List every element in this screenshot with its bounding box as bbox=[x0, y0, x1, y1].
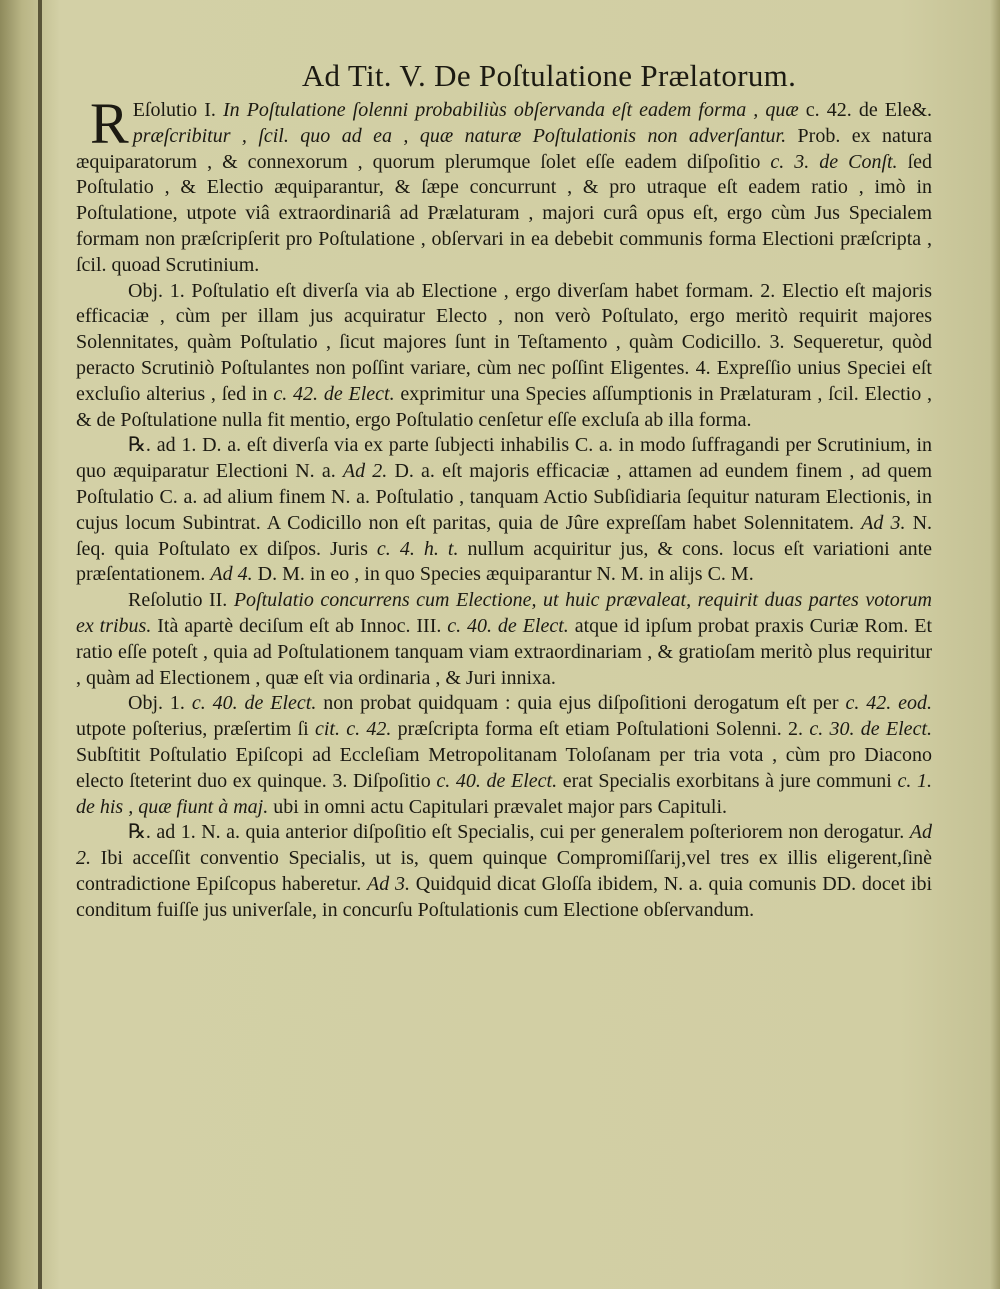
text-span: Quidquid dicat Gloſſa ibidem, N. a. quia comunis DD. docet ibi conditum fuiſſe jus univerſale, in concurſu Poſtulationis cum Electione obſervandum. bbox=[76, 872, 932, 921]
text-span: Obj. 1. bbox=[128, 692, 185, 715]
text-span: D. M. in eo , in quo Species æquiparantur N. M. in alijs C. M. bbox=[257, 563, 754, 586]
citation: c. 4. h. t. bbox=[376, 537, 459, 560]
resolutio-2 bbox=[76, 588, 932, 691]
citation: c. 40. de Elect. bbox=[447, 614, 569, 637]
italic-span: Poſtulatio concurrens cum Electione, ut huic prævaleat, requirit duas partes votorum ex tribus. bbox=[76, 589, 932, 637]
italic-span: præſcribitur , ſcil. quo ad ea , quæ naturæ Poſtulationis non adverſantur. bbox=[132, 124, 787, 147]
drop-cap: R bbox=[90, 91, 129, 156]
italic-span: Ad 2. bbox=[342, 460, 388, 483]
text-span: nullum acquiritur jus, & cons. locus eſt variationi ante præſentationem. bbox=[76, 537, 933, 586]
text-span: Ibi acceſſit conventio Specialis, ut is, quem quinque Compromiſſarij,vel tres ex illis eligerent,ſinè contradictione Epiſcopus haberetur. bbox=[76, 847, 933, 895]
text-span: non probat quidquam : quia ejus diſpoſitioni derogatum eſt per bbox=[323, 692, 839, 715]
text-span: c. 42. de Ele&. bbox=[805, 99, 933, 121]
citation: c. 40. de Elect. bbox=[436, 769, 558, 792]
page-content bbox=[76, 56, 932, 924]
italic-span: In Poſtulatione ſolenni probabiliùs obſervanda eſt eadem forma , quæ bbox=[222, 99, 799, 121]
citation: c. 1. de his , quæ fiunt à maj. bbox=[76, 769, 932, 818]
binding-gutter bbox=[38, 0, 42, 1289]
page-title: Ad Tit. V. De Poſtulatione Prælatorum. bbox=[301, 58, 797, 93]
text-span: ſed Poſtulatio , & Electio æquiparantur, & ſæpe concurrunt , & pro utraque eſt eadem ratio , imò in Poſtulatione, utpote viâ extraordinariâ ad Prælaturam , majori curâ opus eſt, ergo cùm Jus Specialem formam non præſcripſerit pro Poſtulatione , obſervari in ea debebit communis forma Electioni præſcripta , ſcil. quoad Scrutinium. bbox=[76, 150, 933, 276]
citation: c. 30. de Elect. bbox=[809, 718, 932, 741]
objection-1 bbox=[76, 279, 932, 434]
objection-2 bbox=[76, 691, 932, 820]
citation: c. 42. eod. bbox=[845, 692, 933, 715]
text-span: ℞. ad 1. N. a. quia anterior diſpoſitio eſt Specialis, cui per generalem poſteriorem non derogatur. bbox=[128, 821, 905, 844]
text-span: Obj. 1. Poſtulatio eſt diverſa via ab Electione , ergo diverſam habet formam. 2. Electio eſt majoris efficaciæ , cùm per illam jus acquiratur Electo , non verò Poſtulato, ergo meritò requirit majores Solennitates, quàm Poſtulatio , ſicut majores ſunt in Teſtamento , quàm Codicillo. 3. Sequeretur, quòd peracto Scrutiniò Poſtulantes non poſſint variare, cùm nec poſſint Eligentes. 4. Expreſſio unius Speciei eſt excluſio alterius , ſed in bbox=[76, 279, 932, 405]
text-span: D. a. eſt majoris efficaciæ , attamen ad eundem finem , ad quem Poſtulatio C. a. ad alium finem N. a. Poſtulatio , tanquam Actio Subſidiaria ſequitur naturam Electionis, in cujus locum Subintrat. A Codicillo non eſt paritas, quia de Jûre expreſſam habet Solennitatem. bbox=[76, 460, 933, 534]
response-1 bbox=[76, 433, 932, 588]
resolutio-1 bbox=[76, 91, 933, 279]
text-span: utpote poſterius, præſertim ſi bbox=[76, 718, 309, 741]
text-span: ℞. ad 1. D. a. eſt diverſa via ex parte ſubjecti inhabilis C. a. in modo ſuffragandi per Scrutinium, in quo æquiparatur Electioni N. a. bbox=[76, 434, 932, 483]
citation: c. 3. de Conſt. bbox=[770, 150, 898, 173]
text-span: exprimitur una Species aſſumptionis in Prælaturam , ſcil. Electio , & de Poſtulatione nulla fit mentio, ergo Poſtulatio cenſetur eſſe excluſa ab illa forma. bbox=[76, 382, 933, 431]
text-span: Eſolutio I. bbox=[132, 99, 216, 121]
italic-span: Ad 3. bbox=[861, 511, 906, 534]
italic-span: Ad 2. bbox=[76, 821, 932, 870]
text-span: N. ſeq. quia Poſtulato ex diſpos. Juris bbox=[76, 511, 933, 560]
italic-span: Ad 4. bbox=[210, 563, 253, 586]
citation: c. 40. de Elect. bbox=[191, 692, 317, 715]
text-span: Subſtitit Poſtulatio Epiſcopi ad Eccleſiam Metropolitanam Toloſanam per tria vota , cùm pro Diacono electo ſteterint duo ex quinque. 3. Diſpoſitio bbox=[76, 743, 932, 792]
response-2 bbox=[76, 820, 932, 923]
text-span: Prob. ex natura æquiparatorum , & connexorum , quorum plerumque ſolet eſſe eadem diſpoſitio bbox=[76, 124, 933, 173]
citation: c. 42. de Elect. bbox=[273, 382, 395, 405]
italic-span: Ad 3. bbox=[367, 872, 410, 895]
text-span: ubi in omni actu Capitulari prævalet major pars Capituli. bbox=[273, 795, 728, 818]
text-span: erat Specialis exorbitans à jure communi bbox=[562, 769, 892, 792]
text-span: atque id ipſum probat praxis Curiæ Rom. Et ratio eſſe poteſt , quia ad Poſtulationem tanquam viam extraordinariam , & gratioſam meritò plus requiritur , quàm ad Electionem , quæ eſt via ordinaria , & Juri innixa. bbox=[76, 614, 933, 689]
citation: cit. c. 42. bbox=[314, 718, 392, 741]
text-span: Reſolutio II. bbox=[128, 589, 228, 612]
text-span: præſcripta forma eſt etiam Poſtulationi Solenni. 2. bbox=[397, 718, 804, 741]
text-span: Ità apartè deciſum eſt ab Innoc. III. bbox=[157, 614, 442, 637]
